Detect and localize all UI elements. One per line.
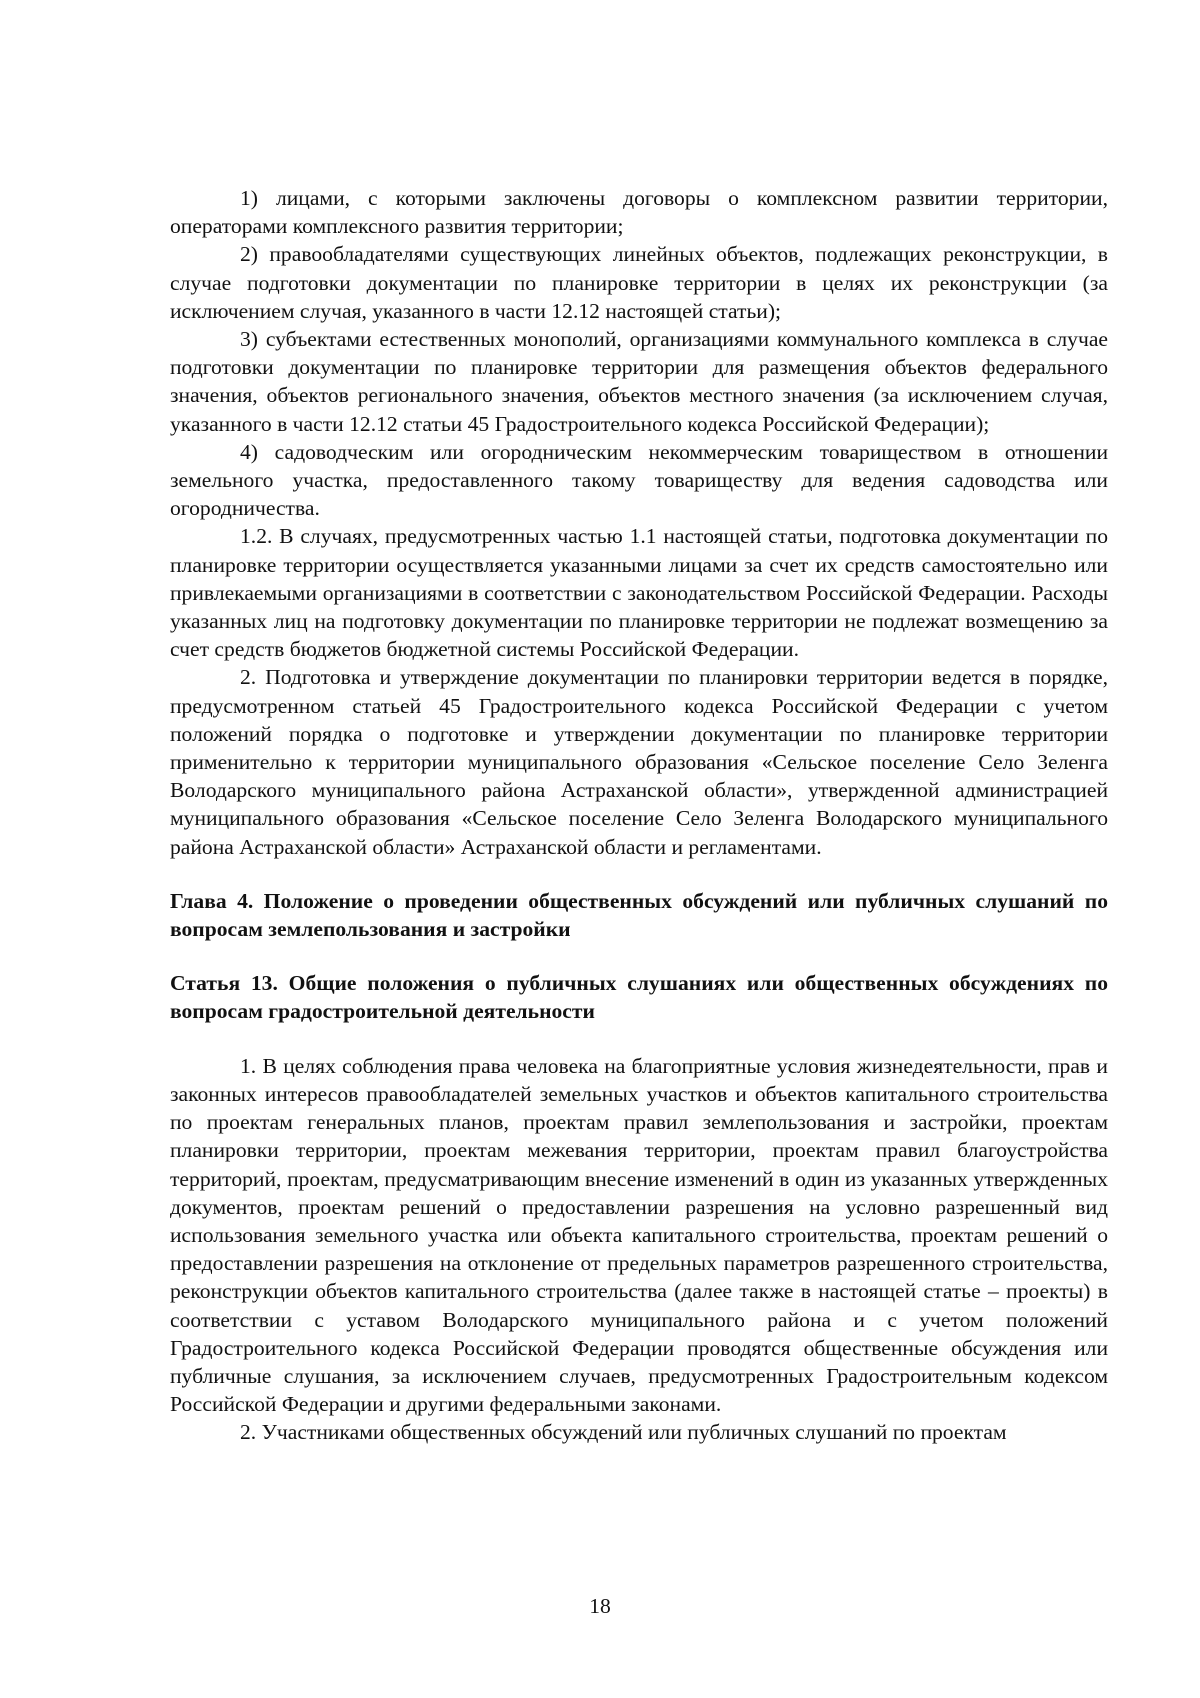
paragraph-1-2: 1.2. В случаях, предусмотренных частью 1.1 настоящей статьи, подготовка документации по планировке территории осуществляется указанными лицами за счет их средств самостоятельно или привлекаемыми организациями в соответствии с законодательством Российской Федерации. Расходы указанных лиц на подготовку документации по планировке территории не подлежат возмещению за счет средств бюджетов бюджетной системы Российской Федерации. [170, 524, 1108, 662]
article-heading: Статья 13. Общие положения о публичных слушаниях или общественных обсуждениях по вопросам градостроительной деятельности [170, 971, 1108, 1024]
document-body [170, 184, 1108, 1447]
list-item-1: 1) лицами, с которыми заключены договоры о комплексном развитии территории, операторами комплексного развития территории; [170, 186, 1108, 239]
article-paragraph-2: 2. Участниками общественных обсуждений или публичных слушаний по проектам [240, 1420, 1007, 1445]
page-number: 18 [589, 1594, 611, 1618]
list-item-4: 4) садоводческим или огородническим некоммерческим товариществом в отношении земельного участка, предоставленного такому товариществу для ведения садоводства или огородничества. [170, 439, 1108, 521]
chapter-heading: Глава 4. Положение о проведении общественных обсуждений или публичных слушаний по вопросам землепользования и застройки [170, 888, 1108, 942]
list-item-2: 2) правообладателями существующих линейных объектов, подлежащих реконструкции, в случае подготовки документации по планировке территории в целях их реконструкции (за исключением случая, указанного в части 12.12 настоящей статьи); [170, 242, 1108, 323]
list-item-3: 3) субъектами естественных монополий, организациями коммунального комплекса в случае подготовки документации по планировке территории для размещения объектов федерального значения, объектов регионального значения, объектов местного значения (за исключением случая, указанного в части 12.12 статьи 45 Градостроительного кодекса Российской Федерации); [170, 327, 1108, 436]
paragraph-2: 2. Подготовка и утверждение документации по планировки территории ведется в порядке, предусмотренном статьей 45 Градостроительного кодекса Российской Федерации с учетом положений порядка о подготовке и утверждении документации по планировке территории применительно к территории муниципального образования «Сельское поселение Село Зеленга Володарского муниципального района Астраханской области», утвержденной администрацией муниципального образования «Сельское поселение Село Зеленга Володарского муниципального района Астраханской области» Астраханской области и регламентами. [170, 665, 1108, 859]
article-paragraph-1: 1. В целях соблюдения права человека на благоприятные условия жизнедеятельности, прав и законных интересов правообладателей земельных участков и объектов капитального строительства по проектам генеральных планов, проектам правил землепользования и застройки, проектам планировки территории, проектам межевания территории, проектам правил благоустройства территорий, проектам, предусматривающим внесение изменений в один из указанных утвержденных документов, проектам решений о предоставлении разрешения на условно разрешенный вид использования земельного участка или объекта капитального строительства, проектам решений о предоставлении разрешения на отклонение от предельных параметров разрешенного строительства, реконструкции объектов капитального строительства (далее также в настоящей статье – проекты) в соответствии с уставом Володарского муниципального района и с учетом положений Градостроительного кодекса Российской Федерации проводятся общественные обсуждения или публичные слушания, за исключением случаев, предусмотренных Градостроительным кодексом Российской Федерации и другими федеральными законами. [170, 1053, 1108, 1417]
